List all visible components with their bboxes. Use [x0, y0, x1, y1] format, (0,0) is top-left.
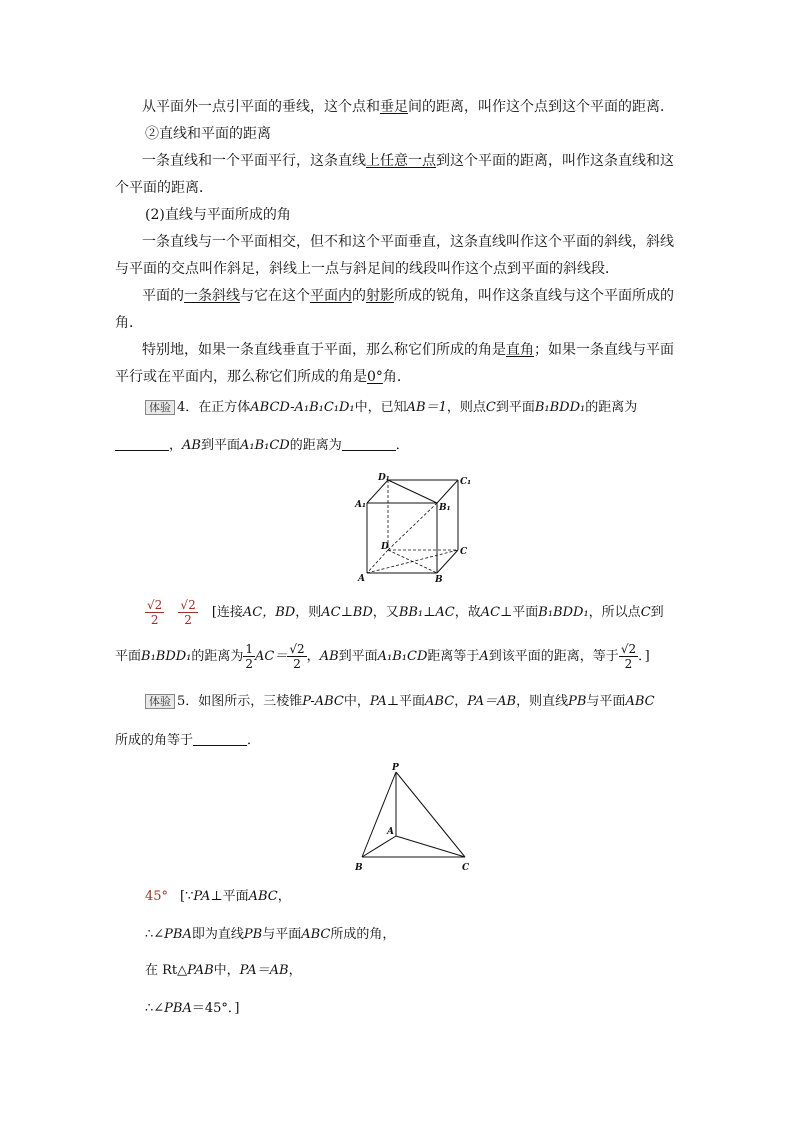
math: AB: [319, 649, 339, 664]
vertex-label-a1: A₁: [355, 500, 366, 510]
math: C: [485, 400, 496, 415]
exercise5-line2: [115, 731, 260, 751]
edge-ba: [362, 836, 396, 857]
answer5-line1: [145, 887, 291, 907]
pyramid-figure: [350, 760, 480, 875]
text: 中，: [213, 963, 240, 978]
math: PA⊥: [193, 889, 223, 904]
answer5-line4: [145, 999, 240, 1019]
underlined-term: 垂足: [380, 99, 408, 115]
fraction-denominator: 2: [150, 613, 159, 627]
exercise-tag: 体验: [145, 400, 175, 415]
text: ∴∠: [145, 1001, 165, 1016]
vertex-label-p: P: [392, 763, 399, 773]
subheading-line-plane-distance: ②直线和平面的距离: [145, 126, 271, 142]
math: B₁BDD₁: [141, 649, 192, 664]
text: 所成的锐角，叫作这条直线与这个平面所成的: [394, 288, 674, 304]
vertex-label-c: C: [460, 547, 468, 557]
text: 的: [352, 288, 366, 304]
exercise5-line1: [145, 692, 655, 712]
text: 所成的角等于: [115, 733, 194, 748]
text: 到平面: [338, 649, 378, 664]
math: B₁BDD₁: [538, 605, 589, 620]
text: ，: [169, 438, 183, 453]
text: [连接: [211, 605, 243, 620]
para3-line1: 一条直线与一个平面相交，但不和这个平面垂直，这条直线叫作这个平面的斜线，斜线: [142, 234, 674, 250]
fraction-numerator: √2: [147, 598, 163, 612]
edge: [437, 550, 458, 573]
text: 所成的角，: [330, 927, 396, 942]
hidden-edge: [367, 550, 458, 573]
text: 中，: [343, 694, 370, 709]
sqrt2-over-2-fraction: [287, 642, 306, 671]
text: 到这个平面的距离，叫作这条直线和这: [436, 153, 674, 169]
edge: [388, 480, 437, 503]
text: 一条直线和一个平面平行，这条直线: [142, 153, 366, 169]
text: 平面: [512, 605, 539, 620]
underlined-term: 平面内: [310, 288, 352, 304]
text: [∵: [180, 889, 194, 904]
math: AB＝1: [406, 400, 447, 415]
exercise4-line1: [145, 398, 637, 418]
underlined-term: 上任意一点: [366, 153, 436, 169]
fraction-denominator: 2: [624, 657, 633, 671]
answer-value: 45°: [145, 889, 169, 904]
answer-fraction: [178, 598, 197, 627]
text: ．]: [638, 649, 650, 664]
text: 5．如图所示，三棱锥: [177, 694, 303, 709]
math: ABC: [248, 889, 278, 904]
math: BB₁⊥AC: [398, 605, 455, 620]
text: ∴∠: [145, 927, 165, 942]
answer5-line2: [145, 925, 395, 945]
math: A₁B₁CD: [377, 649, 428, 664]
para4-line1: [142, 286, 674, 306]
math: ABC: [425, 694, 455, 709]
vertex-label-a: A: [358, 574, 365, 584]
text: 中，已知: [354, 400, 407, 415]
text: 到: [650, 605, 664, 620]
text: 角．: [382, 369, 411, 385]
math: ABC: [625, 694, 655, 709]
math: PBA: [164, 927, 192, 942]
para3-line2: 与平面的交点叫作斜足，斜线上一点与斜足间的线段叫作这个点到平面的斜线段．: [115, 261, 619, 277]
edge-pc: [396, 772, 465, 857]
underlined-term: 0°: [367, 369, 383, 385]
text: 的距离为: [191, 649, 244, 664]
fraction-denominator: 2: [293, 657, 301, 671]
hidden-edge: [388, 503, 437, 550]
text: ＝45°．]: [191, 1001, 240, 1016]
hidden-edge: [367, 550, 388, 573]
math: A₁B₁CD: [239, 438, 290, 453]
text: 与它在这个: [240, 288, 310, 304]
answer-fraction: [145, 598, 164, 627]
vertex-label-b1: B₁: [439, 503, 451, 513]
math: PA＝AB: [239, 963, 289, 978]
half-fraction: [243, 642, 255, 671]
para2-line2: 个平面的距离．: [115, 180, 213, 196]
text: 4．在正方体: [177, 400, 251, 415]
math: AC⊥: [480, 605, 513, 620]
fraction-denominator: 2: [184, 613, 192, 627]
text: 到平面: [200, 438, 240, 453]
answer4-line2: [115, 640, 650, 680]
vertex-label-d1: D₁: [378, 473, 390, 483]
math: PA⊥: [369, 694, 400, 709]
cube-figure: [350, 470, 475, 585]
para5-line1: [142, 340, 674, 360]
text: 到平面: [495, 400, 535, 415]
para5-line2: [115, 367, 411, 387]
math: PBA: [164, 1001, 192, 1016]
text: ，则: [295, 605, 322, 620]
vertex-label-b: B: [435, 575, 443, 585]
text: 平行或在平面内，那么称它们所成的角是: [115, 369, 367, 385]
text: ．: [395, 438, 409, 453]
answer-blank: [193, 731, 247, 746]
text: ，: [306, 649, 320, 664]
math: PA＝AB: [467, 694, 517, 709]
text: ，故: [454, 605, 481, 620]
para1-line1: [142, 97, 674, 117]
exercise-tag: 体验: [145, 694, 175, 709]
text: ，所以点: [588, 605, 641, 620]
fraction-numerator: 1: [245, 642, 254, 656]
math: P-ABC: [302, 694, 344, 709]
vertex-label-a: A: [387, 827, 394, 837]
math: AB: [182, 438, 201, 453]
math: PB: [568, 694, 587, 709]
math: PAB: [187, 963, 214, 978]
fraction-numerator: √2: [180, 598, 196, 612]
text: 即为直线: [191, 927, 244, 942]
text: ，: [454, 694, 468, 709]
text: 与平面: [586, 694, 626, 709]
answer-blank: [115, 436, 169, 451]
edge: [437, 480, 458, 503]
text: ，则点: [446, 400, 486, 415]
math: C: [640, 605, 651, 620]
edge-ac: [396, 836, 465, 857]
vertex-label-b: B: [355, 863, 363, 873]
fraction-numerator: √2: [289, 642, 305, 656]
text: 间的距离，叫作这个点到这个平面的距离．: [408, 99, 674, 115]
text: 平面的: [142, 288, 184, 304]
text: ，: [277, 889, 291, 904]
underlined-term: 射影: [366, 288, 394, 304]
text: 的距离为: [289, 438, 342, 453]
vertex-label-c: C: [462, 863, 470, 873]
text: 平面: [222, 889, 249, 904]
section-heading-angle: (2)直线与平面所成的角: [145, 207, 291, 223]
text: 特别地，如果一条直线垂直于平面，那么称它们所成的角是: [142, 342, 506, 358]
answer-blank: [342, 436, 396, 451]
math: AC，BD: [242, 605, 296, 620]
math: AC⊥BD: [321, 605, 373, 620]
text: ，又: [372, 605, 399, 620]
text: 平面: [115, 649, 142, 664]
math: B₁BDD₁: [534, 400, 586, 415]
text: ，: [288, 963, 302, 978]
para4-line2: 角．: [115, 315, 143, 331]
edge: [367, 480, 388, 503]
text: 到该平面的距离，等于: [488, 649, 619, 664]
text: 距离等于: [427, 649, 480, 664]
underlined-term: 一条斜线: [184, 288, 240, 304]
math: A: [479, 649, 489, 664]
text: ，则直线: [516, 694, 569, 709]
underlined-term: 直角: [506, 342, 534, 358]
vertex-label-d: D: [381, 542, 389, 552]
text: 与平面: [262, 927, 302, 942]
fraction-numerator: √2: [620, 642, 637, 656]
answer4-line1: [145, 596, 664, 636]
math: AC＝: [255, 649, 288, 664]
fraction-denominator: 2: [245, 657, 254, 671]
text: 在 Rt△: [145, 963, 188, 978]
text: ．: [247, 733, 261, 748]
sqrt2-over-2-fraction: [619, 642, 638, 671]
edge-pb: [362, 772, 396, 857]
exercise4-line2: [115, 436, 409, 456]
text: 平面: [399, 694, 426, 709]
text: ；如果一条直线与平面: [534, 342, 674, 358]
text: 从平面外一点引平面的垂线，这个点和: [142, 99, 380, 115]
math: ABC: [301, 927, 331, 942]
answer5-line3: [145, 961, 302, 981]
math: ABCD-A₁B₁C₁D₁: [250, 400, 355, 415]
vertex-label-c1: C₁: [460, 477, 472, 487]
math: PB: [243, 927, 263, 942]
para2-line1: [142, 151, 674, 171]
text: 的距离为: [585, 400, 638, 415]
